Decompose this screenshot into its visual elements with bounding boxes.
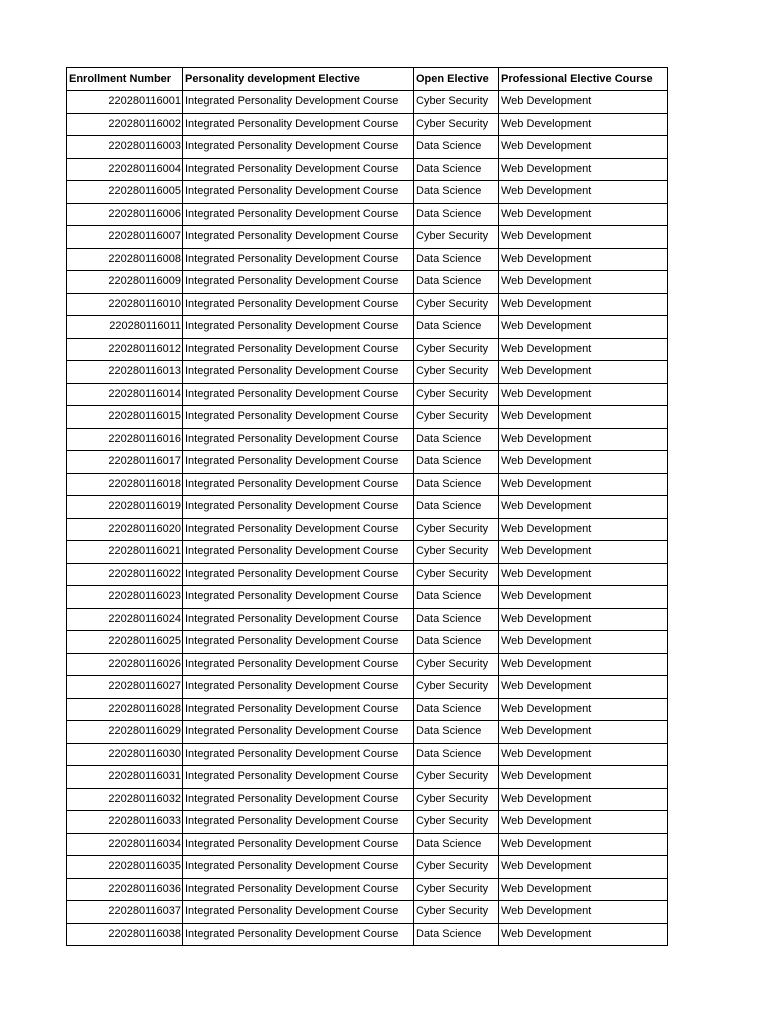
table-row [67, 766, 668, 789]
enrollment-number-cell: 220280116009 [67, 271, 183, 294]
professional-elective-cell: Web Development [499, 158, 668, 181]
professional-elective-cell: Web Development [499, 698, 668, 721]
personality-elective-cell: Integrated Personality Development Course [183, 181, 414, 204]
enrollment-number-cell: 220280116030 [67, 743, 183, 766]
table-row [67, 451, 668, 474]
personality-elective-cell: Integrated Personality Development Course [183, 653, 414, 676]
professional-elective-cell: Web Development [499, 473, 668, 496]
enrollment-number-cell: 220280116036 [67, 878, 183, 901]
header-enrollment-number: Enrollment Number [67, 68, 183, 91]
table-row [67, 653, 668, 676]
table-row [67, 631, 668, 654]
table-row [67, 901, 668, 924]
open-elective-cell: Cyber Security [414, 788, 499, 811]
open-elective-cell: Data Science [414, 496, 499, 519]
professional-elective-cell: Web Development [499, 293, 668, 316]
professional-elective-cell: Web Development [499, 856, 668, 879]
open-elective-cell: Data Science [414, 203, 499, 226]
header-row [67, 68, 668, 91]
professional-elective-cell: Web Development [499, 91, 668, 114]
table-row [67, 473, 668, 496]
personality-elective-cell: Integrated Personality Development Course [183, 743, 414, 766]
professional-elective-cell: Web Development [499, 338, 668, 361]
enrollment-number-cell: 220280116001 [67, 91, 183, 114]
open-elective-cell: Cyber Security [414, 226, 499, 249]
personality-elective-cell: Integrated Personality Development Course [183, 338, 414, 361]
professional-elective-cell: Web Development [499, 226, 668, 249]
table-body [67, 91, 668, 946]
professional-elective-cell: Web Development [499, 181, 668, 204]
open-elective-cell: Data Science [414, 428, 499, 451]
header-personality-development-elective: Personality development Elective [183, 68, 414, 91]
enrollment-number-cell: 220280116038 [67, 923, 183, 946]
enrollment-number-cell: 220280116022 [67, 563, 183, 586]
table-row [67, 406, 668, 429]
open-elective-cell: Data Science [414, 158, 499, 181]
professional-elective-cell: Web Development [499, 901, 668, 924]
table-row [67, 856, 668, 879]
open-elective-cell: Data Science [414, 181, 499, 204]
table-row [67, 383, 668, 406]
professional-elective-cell: Web Development [499, 586, 668, 609]
personality-elective-cell: Integrated Personality Development Course [183, 406, 414, 429]
enrollment-number-cell: 220280116035 [67, 856, 183, 879]
professional-elective-cell: Web Development [499, 811, 668, 834]
enrollment-number-cell: 220280116034 [67, 833, 183, 856]
enrollment-number-cell: 220280116023 [67, 586, 183, 609]
table-row [67, 271, 668, 294]
personality-elective-cell: Integrated Personality Development Course [183, 721, 414, 744]
table-row [67, 361, 668, 384]
professional-elective-cell: Web Development [499, 833, 668, 856]
enrollment-number-cell: 220280116011 [67, 316, 183, 339]
open-elective-cell: Data Science [414, 316, 499, 339]
enrollment-number-cell: 220280116015 [67, 406, 183, 429]
enrollment-number-cell: 220280116012 [67, 338, 183, 361]
professional-elective-cell: Web Development [499, 518, 668, 541]
enrollment-number-cell: 220280116033 [67, 811, 183, 834]
table-row [67, 428, 668, 451]
enrollment-number-cell: 220280116029 [67, 721, 183, 744]
personality-elective-cell: Integrated Personality Development Course [183, 451, 414, 474]
enrollment-number-cell: 220280116026 [67, 653, 183, 676]
table-row [67, 721, 668, 744]
enrollment-number-cell: 220280116031 [67, 766, 183, 789]
personality-elective-cell: Integrated Personality Development Course [183, 788, 414, 811]
professional-elective-cell: Web Development [499, 383, 668, 406]
table-row [67, 518, 668, 541]
table-header [67, 68, 668, 91]
personality-elective-cell: Integrated Personality Development Course [183, 833, 414, 856]
professional-elective-cell: Web Development [499, 653, 668, 676]
open-elective-cell: Cyber Security [414, 901, 499, 924]
enrollment-number-cell: 220280116007 [67, 226, 183, 249]
professional-elective-cell: Web Development [499, 608, 668, 631]
table-row [67, 293, 668, 316]
open-elective-cell: Data Science [414, 833, 499, 856]
enrollment-number-cell: 220280116032 [67, 788, 183, 811]
personality-elective-cell: Integrated Personality Development Course [183, 383, 414, 406]
professional-elective-cell: Web Development [499, 361, 668, 384]
personality-elective-cell: Integrated Personality Development Course [183, 361, 414, 384]
open-elective-cell: Cyber Security [414, 383, 499, 406]
personality-elective-cell: Integrated Personality Development Course [183, 698, 414, 721]
enrollment-number-cell: 220280116019 [67, 496, 183, 519]
personality-elective-cell: Integrated Personality Development Course [183, 811, 414, 834]
enrollment-number-cell: 220280116014 [67, 383, 183, 406]
table-row [67, 788, 668, 811]
open-elective-cell: Cyber Security [414, 856, 499, 879]
professional-elective-cell: Web Development [499, 203, 668, 226]
open-elective-cell: Data Science [414, 743, 499, 766]
open-elective-cell: Data Science [414, 721, 499, 744]
open-elective-cell: Cyber Security [414, 878, 499, 901]
enrollment-number-cell: 220280116005 [67, 181, 183, 204]
enrollment-number-cell: 220280116006 [67, 203, 183, 226]
personality-elective-cell: Integrated Personality Development Course [183, 158, 414, 181]
enrollment-number-cell: 220280116016 [67, 428, 183, 451]
open-elective-cell: Data Science [414, 451, 499, 474]
open-elective-cell: Cyber Security [414, 766, 499, 789]
table-row [67, 136, 668, 159]
personality-elective-cell: Integrated Personality Development Course [183, 473, 414, 496]
table-row [67, 698, 668, 721]
enrollment-number-cell: 220280116013 [67, 361, 183, 384]
open-elective-cell: Cyber Security [414, 361, 499, 384]
elective-sheet [66, 67, 668, 946]
professional-elective-cell: Web Development [499, 496, 668, 519]
table-row [67, 158, 668, 181]
enrollment-number-cell: 220280116002 [67, 113, 183, 136]
open-elective-cell: Cyber Security [414, 406, 499, 429]
personality-elective-cell: Integrated Personality Development Course [183, 496, 414, 519]
professional-elective-cell: Web Development [499, 406, 668, 429]
enrollment-number-cell: 220280116018 [67, 473, 183, 496]
personality-elective-cell: Integrated Personality Development Course [183, 608, 414, 631]
enrollment-number-cell: 220280116010 [67, 293, 183, 316]
open-elective-cell: Data Science [414, 698, 499, 721]
professional-elective-cell: Web Development [499, 788, 668, 811]
professional-elective-cell: Web Development [499, 541, 668, 564]
table-row [67, 563, 668, 586]
header-open-elective: Open Elective [414, 68, 499, 91]
open-elective-cell: Data Science [414, 271, 499, 294]
enrollment-number-cell: 220280116003 [67, 136, 183, 159]
open-elective-cell: Cyber Security [414, 811, 499, 834]
enrollment-number-cell: 220280116008 [67, 248, 183, 271]
table-row [67, 248, 668, 271]
personality-elective-cell: Integrated Personality Development Course [183, 676, 414, 699]
personality-elective-cell: Integrated Personality Development Course [183, 428, 414, 451]
table-row [67, 541, 668, 564]
open-elective-cell: Cyber Security [414, 293, 499, 316]
table-row [67, 676, 668, 699]
professional-elective-cell: Web Development [499, 136, 668, 159]
enrollment-number-cell: 220280116037 [67, 901, 183, 924]
open-elective-cell: Data Science [414, 923, 499, 946]
personality-elective-cell: Integrated Personality Development Course [183, 518, 414, 541]
professional-elective-cell: Web Development [499, 878, 668, 901]
enrollment-number-cell: 220280116021 [67, 541, 183, 564]
open-elective-cell: Data Science [414, 631, 499, 654]
personality-elective-cell: Integrated Personality Development Course [183, 248, 414, 271]
open-elective-cell: Cyber Security [414, 563, 499, 586]
open-elective-cell: Cyber Security [414, 91, 499, 114]
enrollment-number-cell: 220280116004 [67, 158, 183, 181]
table-row [67, 226, 668, 249]
personality-elective-cell: Integrated Personality Development Course [183, 586, 414, 609]
professional-elective-cell: Web Development [499, 676, 668, 699]
personality-elective-cell: Integrated Personality Development Course [183, 136, 414, 159]
personality-elective-cell: Integrated Personality Development Course [183, 856, 414, 879]
enrollment-number-cell: 220280116024 [67, 608, 183, 631]
table-row [67, 338, 668, 361]
open-elective-cell: Cyber Security [414, 338, 499, 361]
personality-elective-cell: Integrated Personality Development Course [183, 563, 414, 586]
personality-elective-cell: Integrated Personality Development Course [183, 923, 414, 946]
open-elective-cell: Cyber Security [414, 518, 499, 541]
professional-elective-cell: Web Development [499, 248, 668, 271]
open-elective-cell: Cyber Security [414, 676, 499, 699]
professional-elective-cell: Web Development [499, 743, 668, 766]
personality-elective-cell: Integrated Personality Development Course [183, 901, 414, 924]
table-row [67, 608, 668, 631]
personality-elective-cell: Integrated Personality Development Course [183, 293, 414, 316]
personality-elective-cell: Integrated Personality Development Course [183, 203, 414, 226]
personality-elective-cell: Integrated Personality Development Course [183, 631, 414, 654]
professional-elective-cell: Web Development [499, 563, 668, 586]
open-elective-cell: Data Science [414, 586, 499, 609]
open-elective-cell: Data Science [414, 136, 499, 159]
table-row [67, 833, 668, 856]
enrollment-number-cell: 220280116020 [67, 518, 183, 541]
professional-elective-cell: Web Development [499, 721, 668, 744]
enrollment-number-cell: 220280116025 [67, 631, 183, 654]
professional-elective-cell: Web Development [499, 631, 668, 654]
professional-elective-cell: Web Development [499, 766, 668, 789]
personality-elective-cell: Integrated Personality Development Course [183, 91, 414, 114]
professional-elective-cell: Web Development [499, 316, 668, 339]
personality-elective-cell: Integrated Personality Development Course [183, 113, 414, 136]
table-row [67, 743, 668, 766]
personality-elective-cell: Integrated Personality Development Course [183, 271, 414, 294]
personality-elective-cell: Integrated Personality Development Course [183, 541, 414, 564]
personality-elective-cell: Integrated Personality Development Course [183, 878, 414, 901]
enrollment-number-cell: 220280116017 [67, 451, 183, 474]
personality-elective-cell: Integrated Personality Development Course [183, 766, 414, 789]
table-row [67, 878, 668, 901]
open-elective-cell: Cyber Security [414, 653, 499, 676]
personality-elective-cell: Integrated Personality Development Course [183, 316, 414, 339]
professional-elective-cell: Web Development [499, 113, 668, 136]
table-row [67, 181, 668, 204]
open-elective-cell: Data Science [414, 473, 499, 496]
table-row [67, 113, 668, 136]
professional-elective-cell: Web Development [499, 923, 668, 946]
table-row [67, 203, 668, 226]
open-elective-cell: Cyber Security [414, 113, 499, 136]
table-row [67, 496, 668, 519]
open-elective-cell: Data Science [414, 608, 499, 631]
header-professional-elective-course: Professional Elective Course [499, 68, 668, 91]
table-row [67, 586, 668, 609]
professional-elective-cell: Web Development [499, 428, 668, 451]
table-row [67, 811, 668, 834]
elective-table [66, 67, 668, 946]
professional-elective-cell: Web Development [499, 271, 668, 294]
table-row [67, 923, 668, 946]
professional-elective-cell: Web Development [499, 451, 668, 474]
enrollment-number-cell: 220280116028 [67, 698, 183, 721]
open-elective-cell: Cyber Security [414, 541, 499, 564]
enrollment-number-cell: 220280116027 [67, 676, 183, 699]
table-row [67, 91, 668, 114]
open-elective-cell: Data Science [414, 248, 499, 271]
personality-elective-cell: Integrated Personality Development Course [183, 226, 414, 249]
table-row [67, 316, 668, 339]
